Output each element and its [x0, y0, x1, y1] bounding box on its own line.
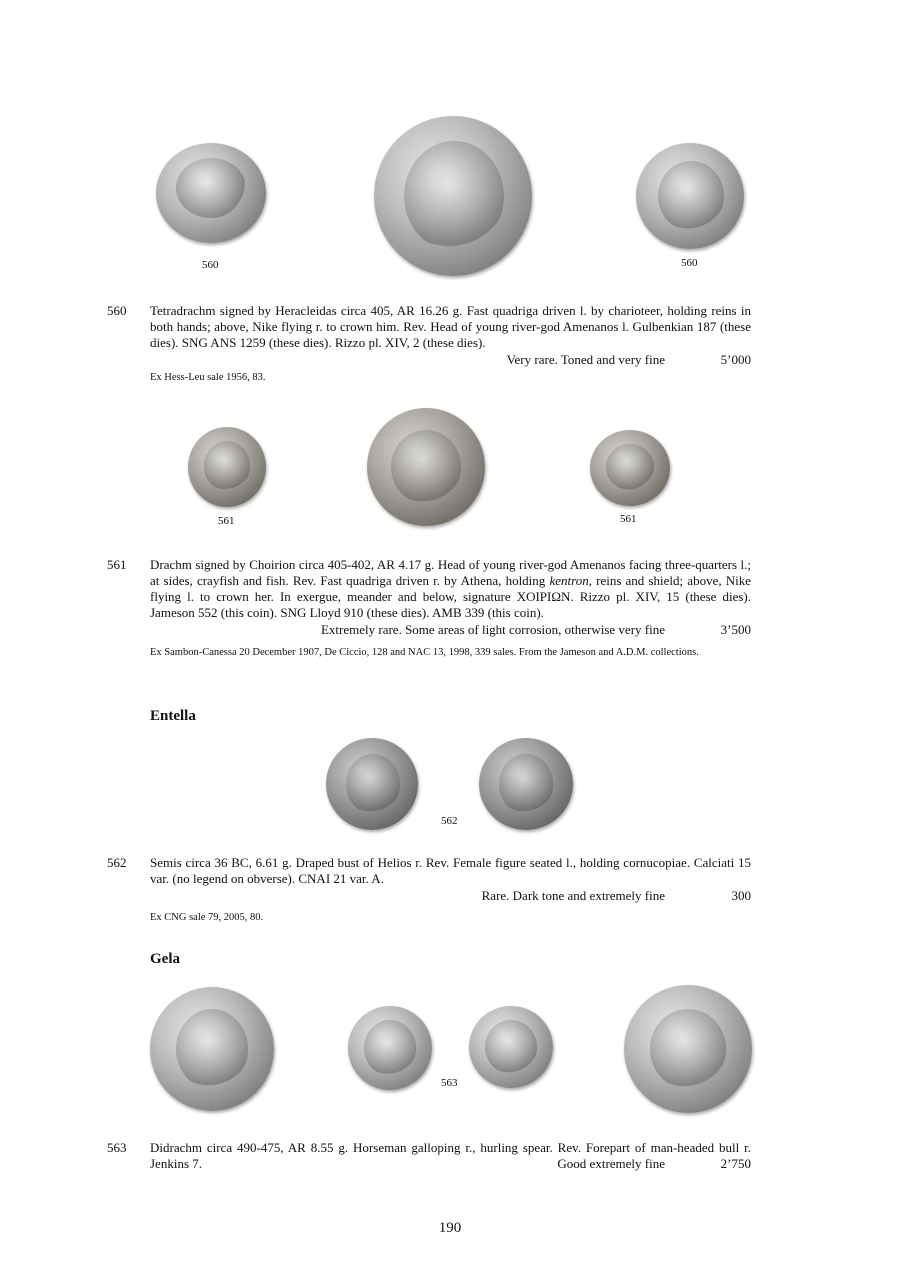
lot-563-description: Didrachm circa 490-475, AR 8.55 g. Horseman galloping r., hurling spear. Rev. Forepart of man-headed bull r. Jenkins 7. — [150, 1140, 751, 1171]
section-heading-gela: Gela — [150, 951, 180, 967]
lot-563-number: 563 — [107, 1140, 127, 1155]
lot-562-caption: 562 — [441, 815, 458, 827]
coin-561-reverse-quadriga — [590, 430, 670, 506]
lot-560-number: 560 — [107, 303, 127, 318]
page-number: 190 — [438, 1220, 462, 1236]
coin-563-reverse-enlarged-bull — [624, 985, 752, 1113]
lot-562-provenance: Ex CNG sale 79, 2005, 80. — [150, 912, 264, 923]
lot-560-provenance: Ex Hess-Leu sale 1956, 83. — [150, 372, 266, 383]
coin-563-obverse-enlarged-horseman — [150, 987, 274, 1111]
lot-562-description: Semis circa 36 BC, 6.61 g. Draped bust of Helios r. Rev. Female figure seated l., holding cornucopiae. Calciati 15 var. (no legend on obverse). CNAI 21 var. A. — [150, 855, 751, 886]
lot-561-condition: Extremely rare. Some areas of light corrosion, otherwise very fine — [320, 622, 665, 637]
lot-561-description-em: kentron — [549, 573, 589, 588]
coin-560-obverse-enlarged — [374, 116, 532, 276]
lot-561-estimate: 3’500 — [720, 622, 751, 637]
lot-560-caption-right: 560 — [681, 257, 698, 269]
lot-561-description-b: , reins and shield; above, Nike flying l. to crown her. In exergue, meander and below, signature ΧΟΙΡΙΩΝ. Rizzo pl. XIV, 15 (these dies). Jameson 552 (this coin). SNG Lloyd 910 (these dies). AMB 339 (this coin). — [150, 573, 752, 620]
lot-561-number: 561 — [107, 557, 127, 572]
lot-560-estimate: 5’000 — [720, 352, 751, 367]
lot-562-estimate: 300 — [731, 888, 751, 903]
lot-560-condition: Very rare. Toned and very fine — [506, 352, 665, 367]
lot-562-condition: Rare. Dark tone and extremely fine — [481, 888, 665, 903]
coin-563-reverse-bull — [469, 1006, 553, 1088]
lot-561-caption-right: 561 — [620, 513, 637, 525]
coin-562-reverse-seated-figure — [479, 738, 573, 830]
lot-561-provenance: Ex Sambon-Canessa 20 December 1907, De Ciccio, 128 and NAC 13, 1998, 339 sales. From the Jameson and A.D.M. collections. — [150, 647, 699, 658]
coin-560-reverse-quadriga — [156, 143, 266, 243]
lot-562-number: 562 — [107, 855, 127, 870]
coin-561-obverse-enlarged — [367, 408, 485, 526]
lot-561-caption-left: 561 — [218, 515, 235, 527]
lot-563-condition: Good extremely fine — [557, 1156, 665, 1171]
lot-563-caption: 563 — [441, 1077, 458, 1089]
lot-560-caption-left: 560 — [202, 259, 219, 271]
coin-562-obverse-helios — [326, 738, 418, 830]
coin-563-obverse-horseman — [348, 1006, 432, 1090]
lot-563-estimate: 2’750 — [720, 1156, 751, 1171]
lot-561-description — [150, 557, 751, 621]
coin-560-obverse-head — [636, 143, 744, 249]
coin-561-obverse-head — [188, 427, 266, 507]
lot-561-description-a: Drachm signed by Choirion circa 405-402, AR 4.17 g. Head of young river-god Amenanos facing three-quarters l.; at sides, crayfish and fish. Rev. Fast quadriga driven r. by Athena, holding — [150, 557, 751, 588]
section-heading-entella: Entella — [150, 708, 196, 724]
lot-560-description: Tetradrachm signed by Heracleidas circa 405, AR 16.26 g. Fast quadriga driven l. by charioteer, holding reins in both hands; above, Nike flying r. to crown him. Rev. Head of young river-god Amenanos l. Gulbenkian 187 (these dies). SNG ANS 1259 (these dies). Rizzo pl. XIV, 2 (these dies). — [150, 303, 751, 350]
